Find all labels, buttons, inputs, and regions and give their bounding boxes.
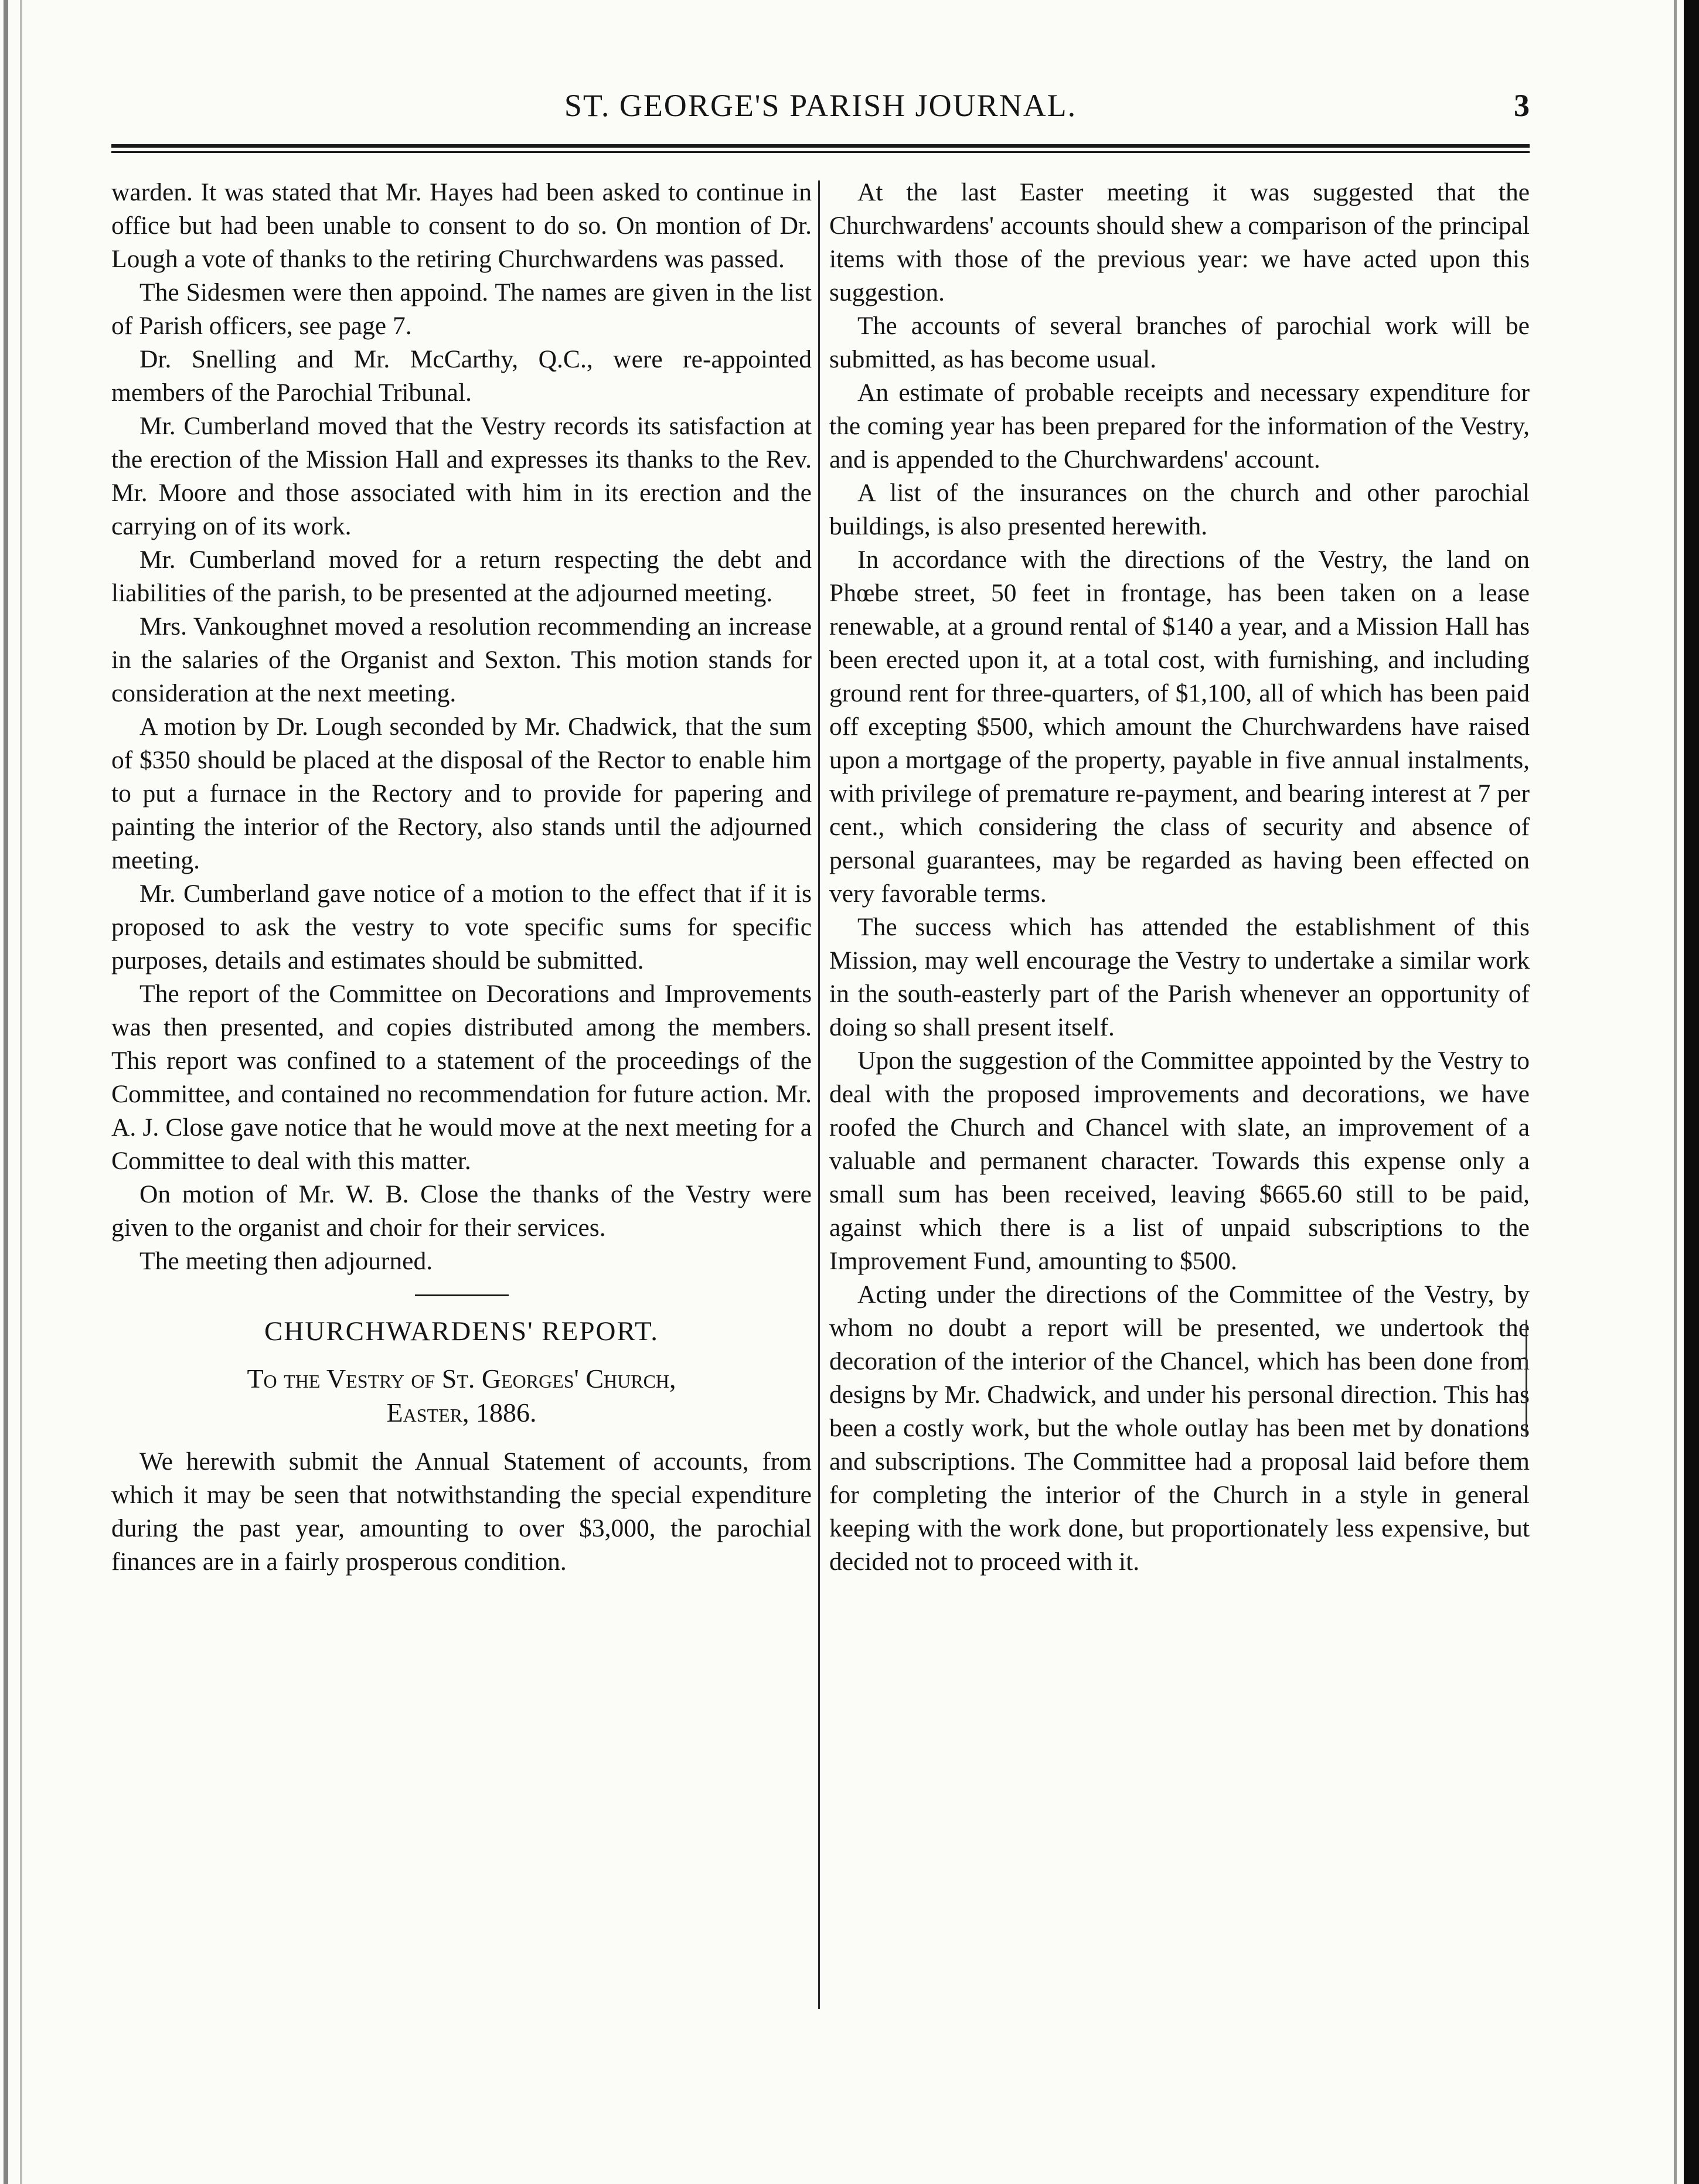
paragraph: The success which has attended the establishment of this Mission, may well encourage the Vestry to undertake a similar work in the south-easterly part of the Parish whenever an opportunity of doing so shall present itself. — [829, 913, 1530, 1041]
paragraph: Mr. Cumberland moved for a return respecting the debt and liabilities of the parish, to be presented at the adjourned meeting. — [111, 546, 812, 607]
paragraph: On motion of Mr. W. B. Close the thanks of the Vestry were given to the organist and choir for their services. — [111, 1180, 812, 1242]
scan-edge-right-inner — [1674, 0, 1677, 2184]
paragraph: Acting under the directions of the Committee of the Vestry, by whom no doubt a report will be presented, we undertook the decoration of the interior of the Chancel, which has been done from designs by Mr. Chadwick, and under his personal direction. This has been a costly work, but the whole outlay has been met by donations and subscriptions. The Committee had a proposal laid before them for completing the interior of the Church in a style in general keeping with the work done, but proportionately less expensive, but decided not to proceed with it. — [829, 1280, 1530, 1576]
margin-bracket-mark — [1515, 1320, 1527, 1437]
paragraph: A list of the insurances on the church and other parochial buildings, is also presented herewith. — [829, 479, 1530, 540]
paragraph: Mr. Cumberland moved that the Vestry records its satisfaction at the erection of the Mission Hall and expresses its thanks to the Rev. Mr. Moore and those associated with him in its erection and the carrying on of its work. — [111, 412, 812, 540]
scan-edge-right — [1684, 0, 1699, 2184]
report-heading: CHURCHWARDENS' REPORT. — [264, 1316, 659, 1347]
paragraph: Mr. Cumberland gave notice of a motion to the effect that if it is proposed to ask the vestry to vote specific sums for specific purposes, details and estimates should be submitted. — [111, 880, 812, 975]
paragraph: The accounts of several branches of parochial work will be submitted, as has become usual. — [829, 312, 1530, 373]
column-divider — [818, 180, 820, 2009]
running-head — [111, 82, 1530, 129]
address-line: To the Vestry of St. Georges' Church, — [247, 1364, 676, 1393]
page-number: 3 — [1514, 88, 1530, 123]
section-divider — [415, 1294, 509, 1296]
paragraph: A motion by Dr. Lough seconded by Mr. Chadwick, that the sum of $350 should be placed at the disposal of the Rector to enable him to put a furnace in the Rectory and to provide for papering and painting the interior of the Rectory, also stands until the adjourned meeting. — [111, 713, 812, 874]
header-rule — [111, 144, 1530, 148]
paragraph: In accordance with the directions of the Vestry, the land on Phœbe street, 50 feet in frontage, has been taken on a lease renewable, at a ground rental of $140 a year, and a Mission Hall has been erected upon it, at a total cost, with furnishing, and including ground rent for three-quarters, of $1,100, all of which has been paid off excepting $500, which amount the Churchwardens have raised upon a mortgage of the property, payable in five annual instalments, with privilege of premature re-payment, and bearing interest at 7 per cent., which considering the class of security and absence of personal guarantees, may be regarded as having been effected on very favorable terms. — [829, 546, 1530, 908]
paragraph: Upon the suggestion of the Committee appointed by the Vestry to deal with the proposed improvements and decorations, we have roofed the Church and Chancel with slate, an improvement of a valuable and permanent character. Towards this expense only a small sum has been received, leaving $665.60 still to be paid, against which there is a list of unpaid subscriptions to the Improvement Fund, amounting to $500. — [829, 1047, 1530, 1275]
paragraph: The meeting then adjourned. — [139, 1247, 433, 1275]
address-line: Easter, 1886. — [386, 1398, 537, 1427]
paragraph: warden. It was stated that Mr. Hayes had been asked to continue in office but had been unable to consent to do so. On montion of Dr. Lough a vote of thanks to the retiring Churchwardens was passed. — [111, 178, 812, 273]
paragraph: An estimate of probable receipts and necessary expenditure for the coming year has been prepared for the information of the Vestry, and is appended to the Churchwardens' account. — [829, 379, 1530, 473]
running-title: ST. GEORGE'S PARISH JOURNAL. — [564, 88, 1077, 123]
paragraph: The report of the Committee on Decorations and Improvements was then presented, and copies distributed among the members. This report was confined to a statement of the proceedings of the Committee, and contained no recommendation for future action. Mr. A. J. Close gave notice that he would move at the next meeting for a Committee to deal with this matter. — [111, 980, 812, 1175]
scan-edge-left-inner — [20, 0, 22, 2184]
paragraph: Dr. Snelling and Mr. McCarthy, Q.C., were re-appointed members of the Parochial Tribunal. — [111, 345, 812, 407]
paragraph: Mrs. Vankoughnet moved a resolution recommending an increase in the salaries of the Organist and Sexton. This motion stands for consideration at the next meeting. — [111, 612, 812, 707]
header-rule-thin — [111, 151, 1530, 153]
right-column — [829, 176, 1530, 1579]
paragraph: We herewith submit the Annual Statement of accounts, from which it may be seen that notwithstanding the special expenditure during the past year, amounting to over $3,000, the parochial finances are in a fairly prosperous condition. — [111, 1447, 812, 1576]
left-column — [111, 176, 812, 1579]
paragraph: At the last Easter meeting it was suggested that the Churchwardens' accounts should shew a comparison of the principal items with those of the previous year: we have acted upon this suggestion. — [829, 178, 1530, 306]
scan-edge-left — [4, 0, 8, 2184]
paragraph: The Sidesmen were then appoind. The names are given in the list of Parish officers, see page 7. — [111, 278, 812, 340]
report-address — [111, 1362, 812, 1430]
